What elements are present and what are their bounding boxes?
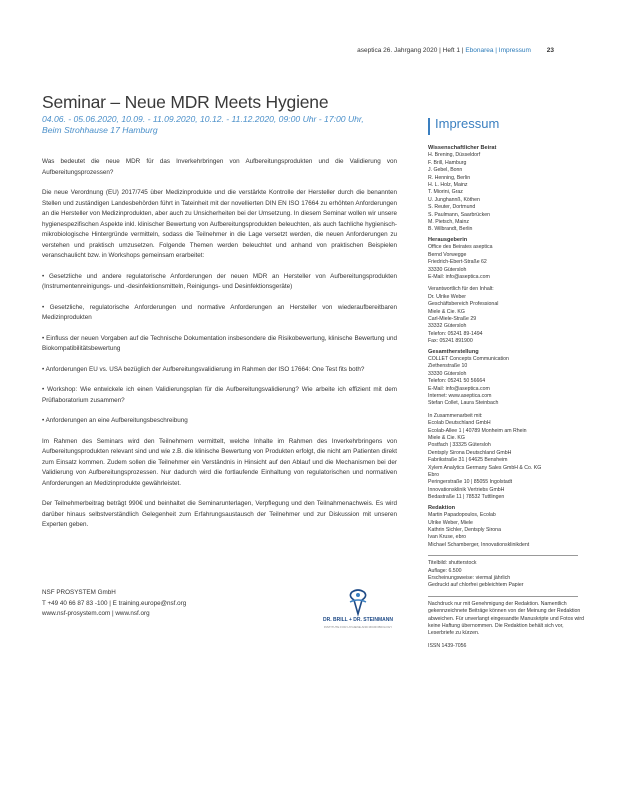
beirat-member: H. Brening, Düsseldorf — [428, 152, 481, 159]
beirat-heading: Wissenschaftlicher Beirat — [428, 145, 497, 151]
gh-line: 33330 Gütersloh — [428, 370, 467, 377]
impressum-title: Impressum — [435, 116, 500, 131]
gh-line: Ziethenstraße 10 — [428, 363, 468, 370]
redaktion-member: Ulrike Weber, Miele — [428, 519, 473, 526]
gh-line: In Zusammenarbeit mit: — [428, 412, 483, 419]
hg-email[interactable]: E-Mail: info@aseptica.com — [428, 273, 490, 280]
beirat-member: S. Paulmann, Saarbrücken — [428, 211, 490, 218]
hg-line: Friedrich-Ebert-Straße 62 — [428, 259, 487, 266]
article-subtitle: 04.06. - 05.06.2020, 10.09. - 11.09.2020, 10.12. - 11.12.2020, 09:00 Uhr - 17:00 Uhr, Beim Strohhause 17 Hamburg — [42, 114, 364, 135]
herausgeberin-heading: Herausgeberin — [428, 236, 468, 243]
bullet-paragraph: • Anforderungen EU vs. USA bezüglich der Aufbereitungsvalidierung im Rahmen der ISO 17664: One Test fits both? — [42, 365, 365, 373]
contact-block — [42, 588, 282, 620]
logo-tagline: INSTITUTE FOR HYGIENE AND MICROBIOLOGY — [323, 625, 393, 629]
footnote-line: Titelbild: shutterstock — [428, 560, 477, 567]
paragraph: Was bedeutet die neue MDR für das Inverkehrbringen von Aufbereitungsprodukten und die Validierung von Aufbereitungsprozessen? — [42, 158, 397, 176]
beirat-member: H. L. Holz, Mainz — [428, 182, 468, 189]
gh-line: Xylem Analytics Germany Sales GmbH & Co. KG — [428, 464, 542, 471]
page-header — [357, 47, 554, 54]
logo-mark-icon — [322, 588, 394, 618]
hg-line: Bernd Vorwegge — [428, 251, 467, 258]
gh-line: COLLET Concepts Communication — [428, 355, 509, 362]
redaktion-member: Ivan Kruse, ebro — [428, 534, 467, 541]
gh-line: Innovationsklinik Vertriebs GmbH — [428, 486, 505, 493]
impressum-accent-bar — [428, 118, 430, 135]
hg-line: Carl-Miele-Straße 29 — [428, 315, 477, 322]
legal-note: Nachdruck nur mit Genehmigung der Redaktion. Namentlich gekennzeichnete Beiträge können von der Meinung der Redaktion abweichen. Für unverlangt eingesandte Manuskripte und Fotos wird keine Haftung übernommen. Die Redaktion behält sich vor, Leserbriefe zu kürzen. — [428, 600, 585, 637]
hg-line: Miele & Cie. KG — [428, 308, 465, 315]
beirat-member: B. Wilbrandt, Berlin — [428, 226, 473, 233]
gh-line: Ebro — [428, 472, 439, 479]
footnote-line: Gedruckt auf chlorfrei gebleichtem Papier — [428, 582, 524, 589]
hg-line: 33332 Gütersloh — [428, 323, 467, 330]
logo-name: DR. BRILL + DR. STEINMANN — [322, 617, 394, 623]
beirat-member: T. Miorini, Graz — [428, 189, 463, 196]
gh-email[interactable]: E-Mail: info@aseptica.com — [428, 385, 490, 392]
hg-line: Fax: 05241 891900 — [428, 338, 473, 345]
paragraph: Im Rahmen des Seminars wird den Teilnehmern vermittelt, welche Inhalte im Rahmen des Inverkehrbringens von Aufbereitungsprodukten relevant sind und wie z.B. die klinische Bewertung von Produkten erfolgt, die nicht am Patienten direkt zum Einsatz kommen. Zudem sollen die Teilnehmer ein Verständnis in Hinsicht auf den Ablauf und die Mechanismen bei der Validierung von Aufbereitungsprozessen. Nur dadurch wird die fortlaufende Einhaltung von regulatorischen und normativen Anforderungen an Medizinprodukte gewährleistet. — [42, 437, 397, 487]
page-number: 23 — [546, 47, 554, 54]
beirat-member: J. Gebel, Bonn — [428, 167, 463, 174]
bullet-paragraph: • Einfluss der neuen Vorgaben auf die Technische Dokumentation insbesondere die Risikobewertung, klinische Bewertung und Biokompatibilitätsbewertung — [42, 334, 397, 352]
issn: ISSN 1439-7056 — [428, 642, 467, 649]
gh-line: Dentsply Sirona Deutschland GmbH — [428, 449, 512, 456]
gesamtherstellung-heading: Gesamtherstellung — [428, 348, 479, 355]
contact-websites[interactable]: www.nsf-prosystem.com | www.nsf.org — [42, 610, 150, 617]
gh-line: Miele & Cie. KG — [428, 435, 465, 442]
redaktion-member: Michael Schamberger, Innovationsklinikdent — [428, 541, 530, 548]
bullet-paragraph: • Anforderungen an eine Aufbereitungsbeschreibung — [42, 417, 188, 424]
hg-line: 33330 Gütersloh — [428, 266, 467, 273]
redaktion-member: Martin Papadopoulos, Ecolab — [428, 512, 496, 519]
gh-line: Fabrikstraße 31 | 64625 Bensheim — [428, 457, 508, 464]
bullet-paragraph: • Workshop: Wie entwickele ich einen Validierungsplan für die Aufbereitungsvalidierung? Wie arbeite ich effizient mit dem Prüflaboratorium zusammen? — [42, 386, 397, 404]
redaktion-heading: Redaktion — [428, 504, 456, 511]
beirat-member: R. Henning, Berlin — [428, 174, 471, 181]
hg-line: Geschäftsbereich Professional — [428, 301, 499, 308]
bullet-paragraph: • Gesetzliche und andere regulatorische Anforderungen der neuen MDR an Hersteller von Aufbereitungsprodukten (Instrumentenreinigungs- und -desinfektionsmitteln, Reinigungs- und Desinfektionsgeräte) — [42, 272, 397, 290]
gh-line: Telefon: 05241 50 56664 — [428, 378, 486, 385]
journal-info: aseptica 26. Jahrgang 2020 | Heft 1 | — [357, 47, 464, 54]
article-title: Seminar – Neue MDR Meets Hygiene — [42, 92, 329, 112]
gh-line: Peringerstraße 10 | 85055 Ingolstadt — [428, 479, 513, 486]
divider — [428, 596, 578, 597]
hg-line: Telefon: 05241 89-1494 — [428, 330, 483, 337]
footnote-line: Auflage: 6.500 — [428, 567, 462, 574]
beirat-member: U. Junghannß, Köthen — [428, 196, 480, 203]
impressum-column — [428, 142, 588, 650]
gh-line: Stefan Collet, Laura Steinbach — [428, 400, 499, 407]
divider — [428, 555, 578, 556]
beirat-member: F. Brill, Hamburg — [428, 159, 467, 166]
paragraph: Der Teilnehmerbeitrag beträgt 990€ und beinhaltet die Seminarunterlagen, Verpflegung und den Teilnahmenachweis. Es wird darüber hinaus selbstverständlich Gelegenheit zum Erfahrungsaustausch der Teilnehmer und zur Diskussion mit unseren Experten geben. — [42, 500, 397, 528]
section-name: Ebonarea | Impressum — [465, 47, 531, 54]
redaktion-member: Kathrin Sichler, Dentsply Sirona — [428, 526, 501, 533]
article-body — [42, 157, 397, 541]
contact-phone-email[interactable]: T +49 40 66 87 83 -100 | E training.europe@nsf.org — [42, 599, 187, 607]
gh-line: Ecolab-Allee 1 | 40789 Monheim am Rhein — [428, 427, 527, 434]
hg-line: Office des Beirates aseptica — [428, 244, 493, 251]
gh-line: Postfach | 33325 Gütersloh — [428, 442, 491, 449]
gh-line: Bedastraße 11 | 78532 Tuttlingen — [428, 494, 505, 501]
company-name: NSF PROSYSTEM GmbH — [42, 589, 116, 596]
footnote-line: Erscheinungsweise: viermal jährlich — [428, 574, 511, 581]
hg-line: Verantwortlich für den Inhalt: — [428, 286, 494, 293]
gh-web[interactable]: Internet: www.aseptica.com — [428, 393, 492, 399]
bullet-paragraph: • Gesetzliche, regulatorische Anforderungen und normative Anforderungen an Hersteller von wiederaufbereitbaren Medizinprodukten — [42, 303, 397, 321]
gh-line: Ecolab Deutschland GmbH — [428, 420, 491, 427]
beirat-member: S. Reuter, Dortmund — [428, 204, 476, 211]
paragraph: Die neue Verordnung (EU) 2017/745 über Medizinprodukte und die verstärkte Kontrolle der Hersteller durch die benannten Stellen und zuständigen Landesbehörden führt in Tateinheit mit der novellierten DIN EN ISO 17664 zu erhöhten Anforderungen an die Hersteller von Medizinprodukten, aber auch zu Unsicherheiten bei der Umsetzung. In diesem Seminar wollen wir unsere hygienespezifischen Aspekte inkl. klinischer Bewertung von Aufbereitungsprodukten beleuchten, als auch fachliche hygienisch-mikrobiologische Hintergründe vermitteln, sodass die Teilnehmer in die Lage versetzt werden, die neuen Anforderungen zu verstehen und praktisch umzusetzen. Folgende Themen werden beleuchtet und anhand von praktischen Beispielen veranschaulicht bzw. in Workshops gemeinsam erarbeitet: — [42, 189, 397, 259]
brill-steinmann-logo — [322, 588, 394, 632]
beirat-member: M. Pietsch, Mainz — [428, 219, 469, 226]
hg-line: Dr. Ulrike Weber — [428, 293, 466, 300]
